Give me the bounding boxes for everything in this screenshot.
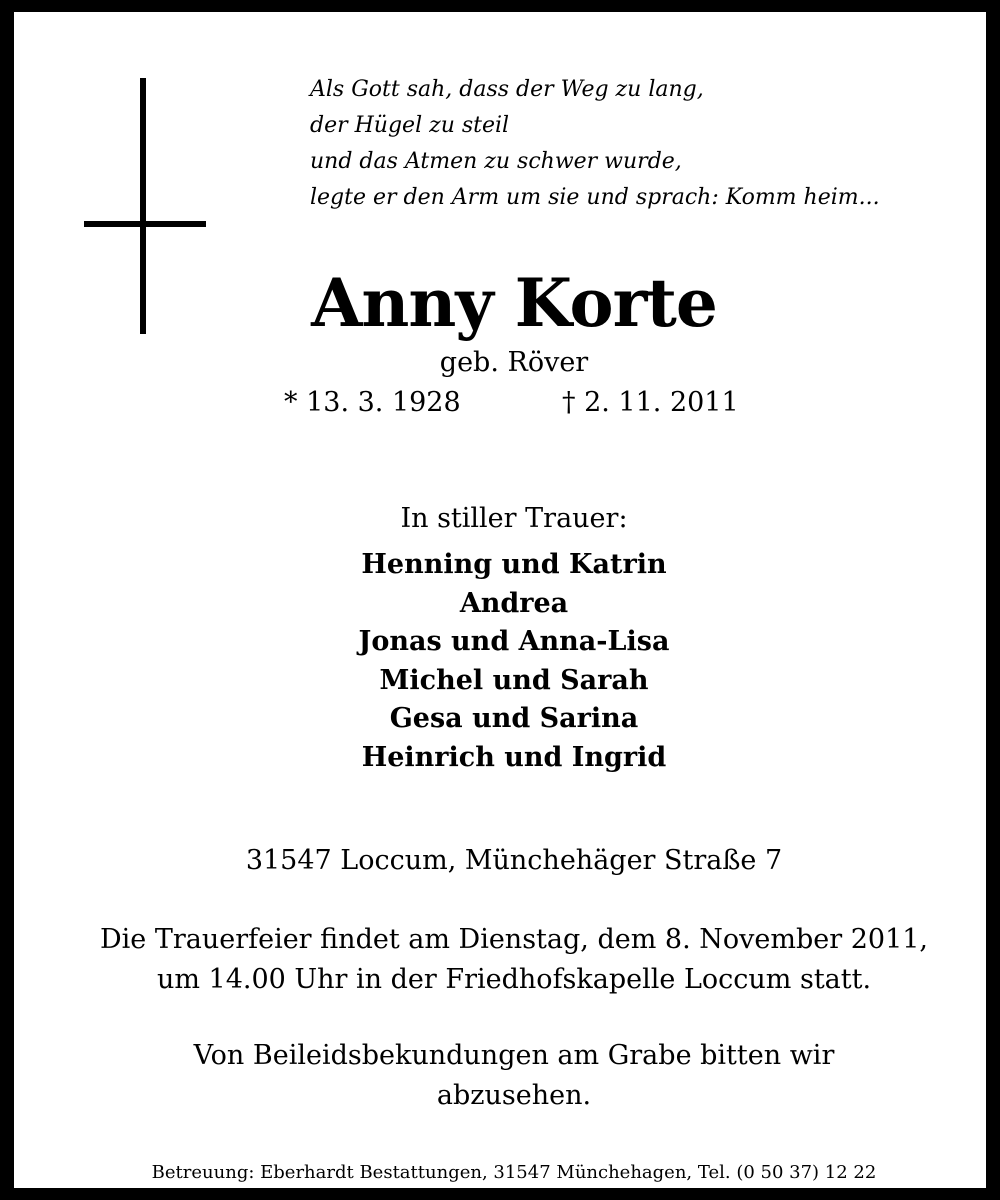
funeral-service-info [44,920,984,1000]
condolence-line: Von Beileidsbekundungen am Grabe bitten wir [193,1040,835,1071]
mourner-entry: Michel und Sarah [379,664,649,696]
mourning-label: In stiller Trauer: [400,503,628,534]
poem-line: legte er den Arm um sie und sprach: Komm heim... [310,185,880,210]
deceased-name: Anny Korte [311,264,717,342]
mourner-entry: Henning und Katrin [361,549,667,580]
poem-line: Als Gott sah, dass der Weg zu lang, [310,77,704,102]
mourner-entry: Gesa und Sarina [389,703,639,734]
poem [310,72,990,216]
poem-line: der Hügel zu steil [310,113,510,138]
service-line: Die Trauerfeier findet am Dienstag, dem 8. November 2011, [99,924,929,955]
family-address: 31547 Loccum, Münchehäger Straße 7 [245,845,783,876]
mourner-entry: Andrea [459,587,569,619]
birth-date: * 13. 3. 1928 [284,387,461,418]
death-date: † 2. 11. 2011 [562,387,739,418]
mourner-list [14,546,1000,777]
poem-line: und das Atmen zu schwer wurde, [310,149,682,174]
condolence-line: abzusehen. [436,1080,592,1111]
service-line: um 14.00 Uhr in der Friedhofskapelle Loccum statt. [156,964,872,995]
maiden-name: geb. Röver [439,347,589,378]
mourner-entry: Heinrich und Ingrid [361,741,667,773]
condolence-note [74,1036,954,1116]
cross-horizontal-bar [84,221,206,227]
mourner-entry: Jonas und Anna-Lisa [358,626,670,657]
funeral-home-footer: Betreuung: Eberhardt Bestattungen, 31547 Münchehagen, Tel. (0 50 37) 12 22 [151,1162,877,1183]
